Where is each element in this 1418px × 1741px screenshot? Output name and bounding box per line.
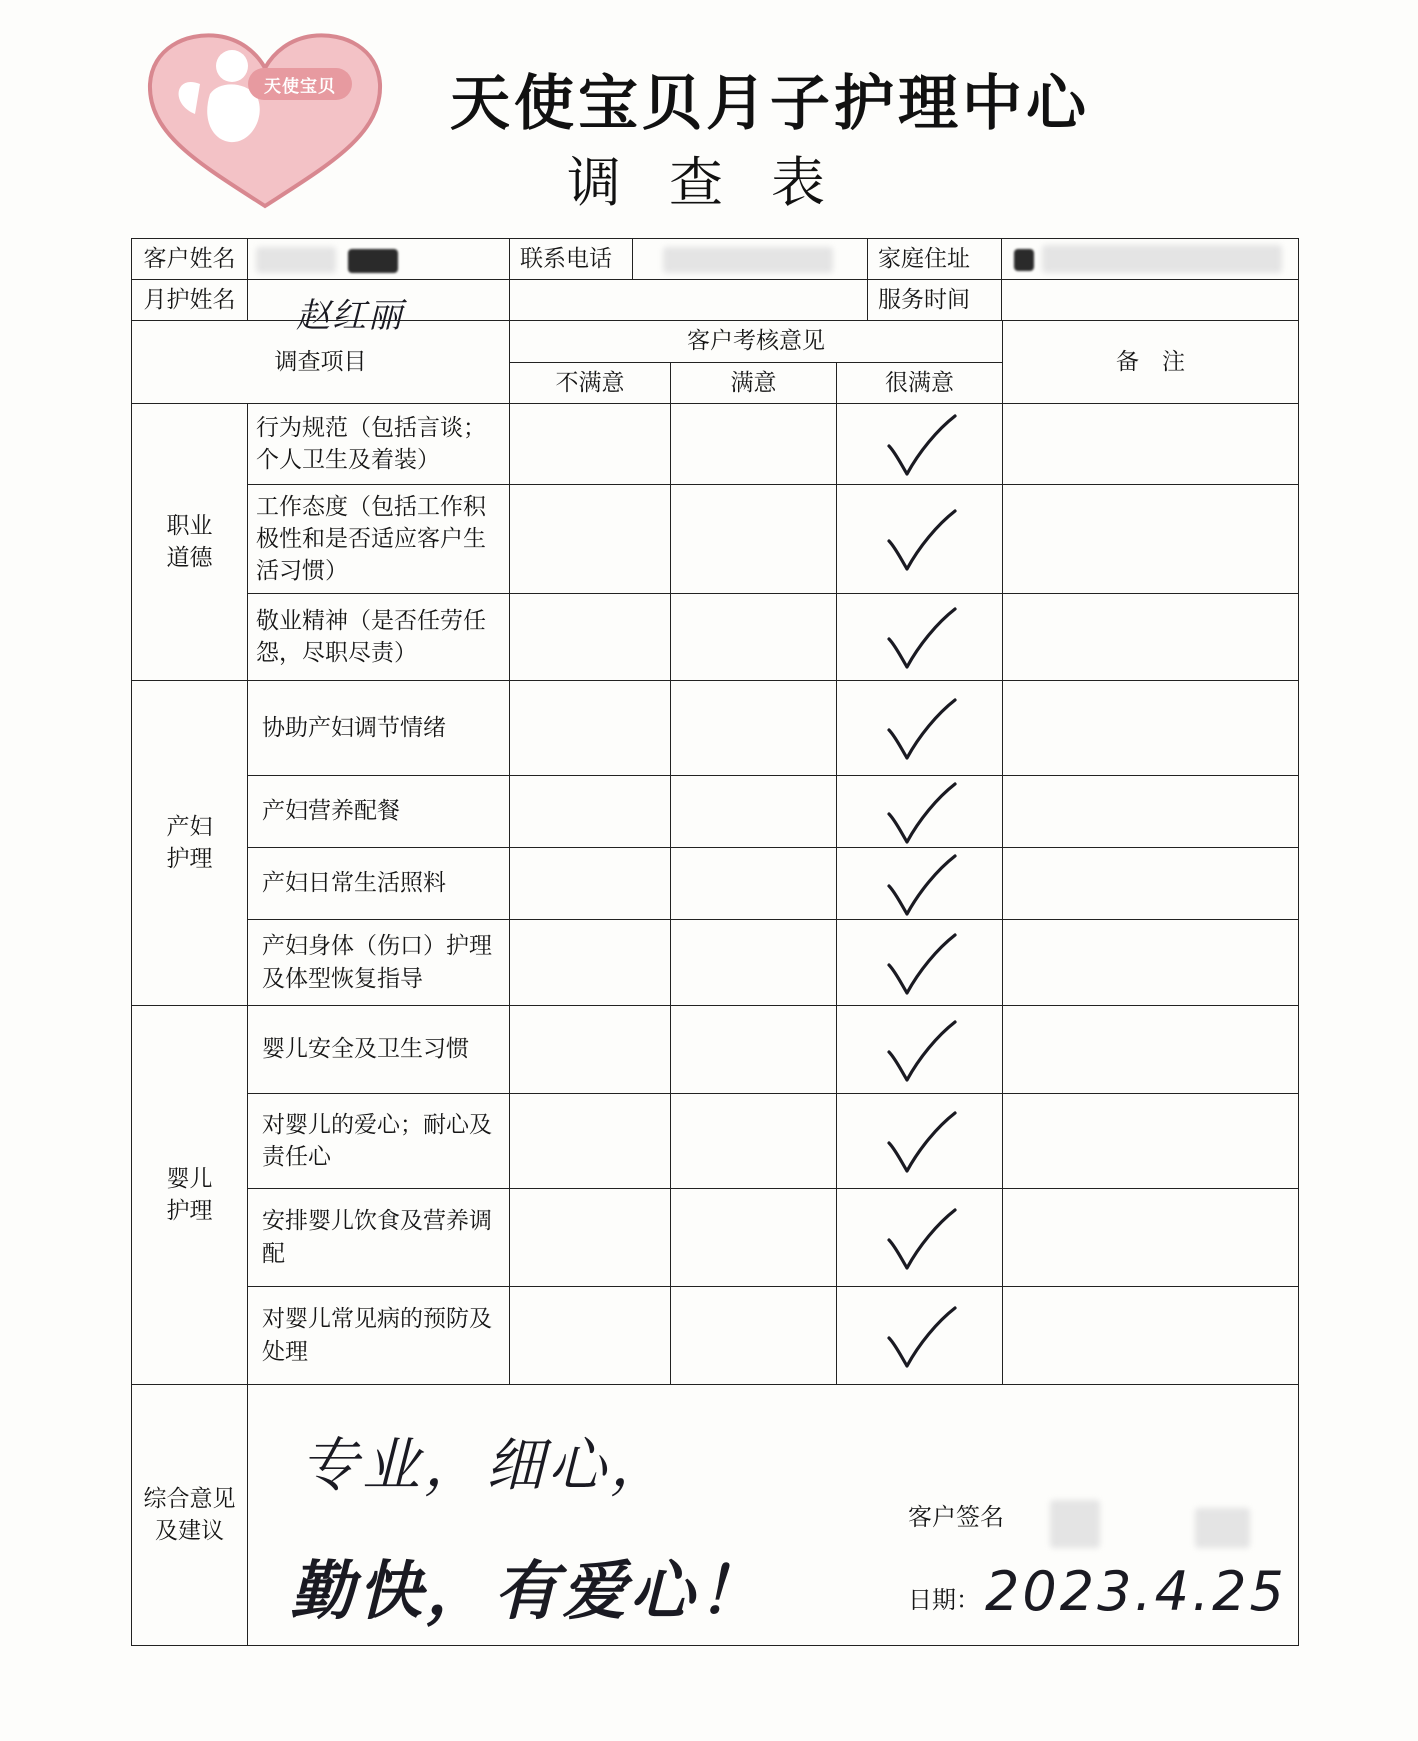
satisfied-cell[interactable] xyxy=(670,775,837,848)
angel-heart-logo xyxy=(140,24,390,214)
very-satisfied-header: 很满意 xyxy=(836,362,1003,404)
satisfied-cell[interactable] xyxy=(670,1188,837,1287)
remarks-cell[interactable] xyxy=(1002,1093,1299,1189)
checkmark-icon xyxy=(881,1107,961,1177)
logo-text: 天使宝贝 xyxy=(248,68,352,100)
unsatisfied-cell[interactable] xyxy=(509,403,671,485)
satisfied-cell[interactable] xyxy=(670,403,837,485)
satisfied-cell[interactable] xyxy=(670,593,837,681)
summary-label: 综合意见 及建议 xyxy=(131,1384,248,1646)
redacted-phone xyxy=(663,247,833,273)
very-satisfied-cell[interactable] xyxy=(836,1005,1003,1094)
unsatisfied-cell[interactable] xyxy=(509,847,671,920)
item-behavior-norms: 行为规范（包括言谈；个人卫生及着装） xyxy=(247,403,510,485)
unsatisfied-cell[interactable] xyxy=(509,1093,671,1189)
customer-name-field[interactable] xyxy=(247,238,510,280)
satisfied-cell[interactable] xyxy=(670,847,837,920)
remarks-header: 备 注 xyxy=(1002,320,1299,404)
remarks-cell[interactable] xyxy=(1002,919,1299,1006)
redacted-address xyxy=(1042,245,1282,273)
remarks-cell[interactable] xyxy=(1002,1005,1299,1094)
satisfied-cell[interactable] xyxy=(670,484,837,594)
item-infant-disease: 对婴儿常见病的预防及处理 xyxy=(247,1286,510,1385)
item-nutrition-meals: 产妇营养配餐 xyxy=(247,775,510,848)
unsatisfied-header: 不满意 xyxy=(509,362,671,404)
date-value: 2023.4.25 xyxy=(985,1560,1287,1623)
checkmark-icon xyxy=(881,505,961,575)
remarks-cell[interactable] xyxy=(1002,1188,1299,1287)
item-infant-love: 对婴儿的爱心；耐心及责任心 xyxy=(247,1093,510,1189)
page-title: 天使宝贝月子护理中心 xyxy=(450,69,1090,139)
category-maternal-care: 产妇 护理 xyxy=(131,680,248,1006)
nurse-name-value: 赵红丽 xyxy=(296,296,404,336)
redacted-name xyxy=(256,247,336,273)
satisfied-cell[interactable] xyxy=(670,919,837,1006)
checkmark-icon xyxy=(881,778,961,848)
category-infant-care: 婴儿 护理 xyxy=(131,1005,248,1385)
remarks-cell[interactable] xyxy=(1002,484,1299,594)
unsatisfied-cell[interactable] xyxy=(509,919,671,1006)
redacted-signature-2 xyxy=(1195,1508,1250,1548)
comment-line-1: 专业，细心， xyxy=(300,1431,673,1499)
phone-label: 联系电话 xyxy=(509,238,633,280)
very-satisfied-cell[interactable] xyxy=(836,680,1003,776)
item-daily-care: 产妇日常生活照料 xyxy=(247,847,510,920)
very-satisfied-cell[interactable] xyxy=(836,403,1003,485)
satisfied-cell[interactable] xyxy=(670,1286,837,1385)
satisfied-cell[interactable] xyxy=(670,1005,837,1094)
unsatisfied-cell[interactable] xyxy=(509,1188,671,1287)
unsatisfied-cell[interactable] xyxy=(509,775,671,848)
phone-field[interactable] xyxy=(632,238,868,280)
nurse-name-label: 月护姓名 xyxy=(131,279,248,321)
address-field[interactable] xyxy=(1001,238,1299,280)
remarks-cell[interactable] xyxy=(1002,593,1299,681)
service-time-label: 服务时间 xyxy=(867,279,1002,321)
unsatisfied-cell[interactable] xyxy=(509,680,671,776)
remarks-cell[interactable] xyxy=(1002,847,1299,920)
checkmark-icon xyxy=(881,1204,961,1274)
very-satisfied-cell[interactable] xyxy=(836,1093,1003,1189)
date-label: 日期： xyxy=(908,1586,980,1614)
satisfied-cell[interactable] xyxy=(670,680,837,776)
checkmark-icon xyxy=(881,694,961,764)
unsatisfied-cell[interactable] xyxy=(509,593,671,681)
checkmark-icon xyxy=(881,929,961,999)
remarks-cell[interactable] xyxy=(1002,1286,1299,1385)
checkmark-icon xyxy=(881,850,961,920)
redacted-name-dark xyxy=(348,249,398,273)
comment-line-2: 勤快，有爱心！ xyxy=(290,1555,766,1629)
heart-icon xyxy=(140,24,390,214)
very-satisfied-cell[interactable] xyxy=(836,593,1003,681)
item-body-recovery: 产妇身体（伤口）护理及体型恢复指导 xyxy=(247,919,510,1006)
category-professional-ethics: 职业 道德 xyxy=(131,403,248,681)
satisfied-cell[interactable] xyxy=(670,1093,837,1189)
very-satisfied-cell[interactable] xyxy=(836,775,1003,848)
item-work-attitude: 工作态度（包括工作积极性和是否适应客户生活习惯） xyxy=(247,484,510,594)
remarks-cell[interactable] xyxy=(1002,680,1299,776)
blank-info-cell xyxy=(509,279,868,321)
checkmark-icon xyxy=(881,1302,961,1372)
service-time-field[interactable] xyxy=(1001,279,1299,321)
item-emotion-regulation: 协助产妇调节情绪 xyxy=(247,680,510,776)
checkmark-icon xyxy=(881,1016,961,1086)
very-satisfied-cell[interactable] xyxy=(836,1286,1003,1385)
redacted-signature xyxy=(1050,1500,1100,1548)
checkmark-icon xyxy=(881,410,961,480)
redacted-address-dark xyxy=(1014,249,1034,271)
item-infant-diet: 安排婴儿饮食及营养调配 xyxy=(247,1188,510,1287)
signature-label: 客户签名 xyxy=(908,1503,1004,1531)
very-satisfied-cell[interactable] xyxy=(836,919,1003,1006)
page-subtitle: 调查表 xyxy=(567,151,873,214)
survey-item-header: 调查项目 xyxy=(131,320,510,404)
unsatisfied-cell[interactable] xyxy=(509,484,671,594)
item-dedication: 敬业精神（是否任劳任怨，尽职尽责） xyxy=(247,593,510,681)
unsatisfied-cell[interactable] xyxy=(509,1286,671,1385)
very-satisfied-cell[interactable] xyxy=(836,484,1003,594)
unsatisfied-cell[interactable] xyxy=(509,1005,671,1094)
very-satisfied-cell[interactable] xyxy=(836,1188,1003,1287)
item-infant-safety: 婴儿安全及卫生习惯 xyxy=(247,1005,510,1094)
opinion-header: 客户考核意见 xyxy=(509,320,1003,363)
remarks-cell[interactable] xyxy=(1002,403,1299,485)
customer-name-label: 客户姓名 xyxy=(131,238,248,280)
satisfied-header: 满意 xyxy=(670,362,837,404)
checkmark-icon xyxy=(881,603,961,673)
address-label: 家庭住址 xyxy=(867,238,1002,280)
very-satisfied-cell[interactable] xyxy=(836,847,1003,920)
remarks-cell[interactable] xyxy=(1002,775,1299,848)
